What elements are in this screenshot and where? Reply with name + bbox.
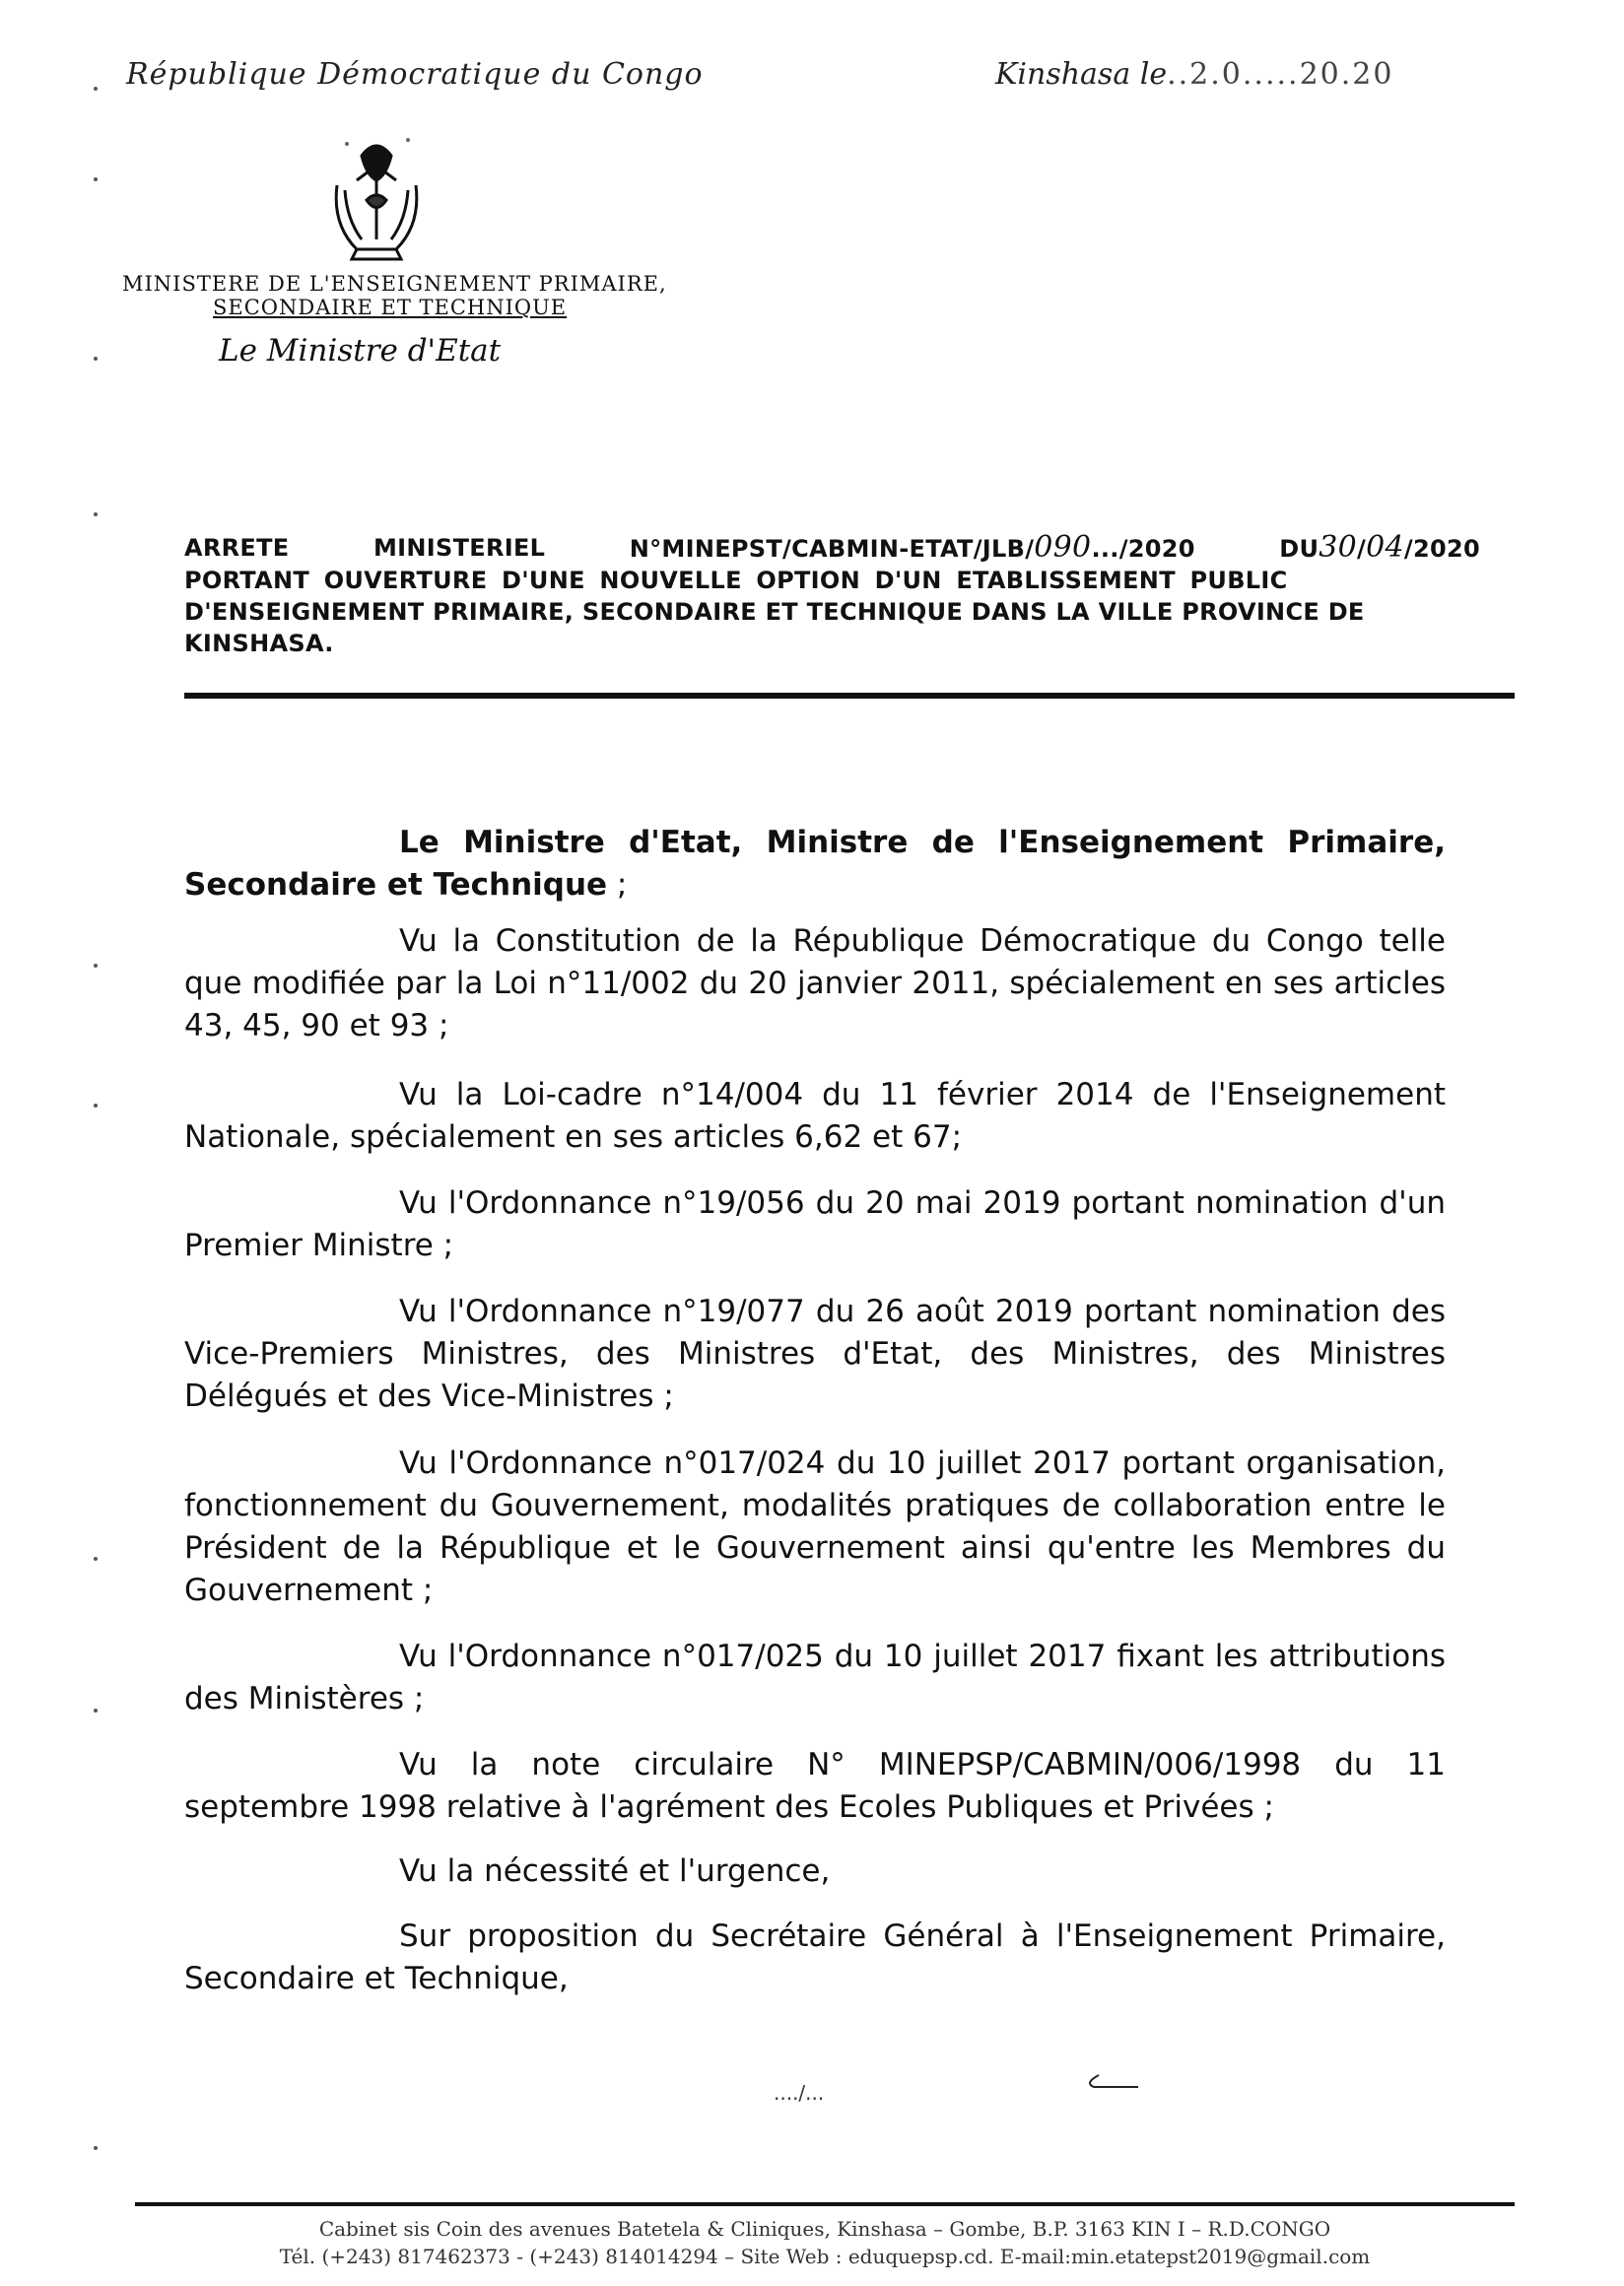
margin-mark xyxy=(94,177,98,181)
decree-title-text-2: PORTANT OUVERTURE D'UNE NOUVELLE OPTION D'UN ETABLISSEMENT PUBLIC xyxy=(184,567,1288,594)
paragraph-text: Vu la Loi-cadre n°14/004 du 11 février 2014 de l'Enseignement Nationale, spécialement en ses articles 6,62 et 67; xyxy=(184,1077,1446,1155)
ministry-line-1: MINISTERE DE L'ENSEIGNEMENT PRIMAIRE, xyxy=(122,272,667,296)
margin-mark xyxy=(94,964,98,968)
minister-title: Le Ministre d'Etat xyxy=(219,333,502,369)
decree-reference xyxy=(630,532,1195,565)
intro-tail: ; xyxy=(607,867,628,903)
paragraph-text: Vu l'Ordonnance n°017/025 du 10 juillet 2017 fixant les attributions des Ministères ; xyxy=(184,1639,1446,1716)
paragraph-text: Vu la nécessité et l'urgence, xyxy=(399,1853,831,1889)
intro-bold: Le Ministre d'Etat, Ministre de l'Enseignement Primaire, Secondaire et Technique xyxy=(184,825,1446,903)
paragraph-text: Vu la Constitution de la République Démocratique du Congo telle que modifiée par la Loi n°11/002 du 20 janvier 2011, spécialement en ses articles 43, 45, 90 et 93 ; xyxy=(184,923,1446,1043)
country-name: République Démocratique du Congo xyxy=(126,57,704,92)
decree-title-line-2 xyxy=(184,565,1480,596)
paragraph-proposition xyxy=(184,1916,1446,2000)
place-date xyxy=(995,57,1393,92)
decree-year: .../2020 xyxy=(1091,535,1195,563)
footer-divider xyxy=(135,2202,1515,2206)
paragraph-ordonnance-attributions xyxy=(184,1636,1446,1720)
decree-word-arrete: ARRETE xyxy=(184,534,290,562)
margin-mark xyxy=(94,1709,98,1713)
footer-contact: Tél. (+243) 817462373 - (+243) 814014294 – Site Web : eduquepsp.cd. E-mail:min.etatepst2019@gmail.com xyxy=(279,2245,1371,2268)
decree-word-ministeriel: MINISTERIEL xyxy=(372,534,546,562)
margin-mark xyxy=(94,1557,98,1561)
intro-paragraph xyxy=(184,822,1446,907)
margin-mark xyxy=(94,1104,98,1108)
ministry-line-2: SECONDAIRE ET TECHNIQUE xyxy=(213,296,568,319)
paragraph-ordonnance-premier-ministre xyxy=(184,1182,1446,1267)
place-date-label: Kinshasa le xyxy=(995,57,1168,92)
place-date-fill: ..2.0.....20.20 xyxy=(1167,57,1394,92)
decree-reference-code: N°MINEPST/CABMIN-ETAT/JLB/ xyxy=(629,535,1035,563)
margin-mark xyxy=(94,87,98,91)
paragraph-ordonnance-ministres xyxy=(184,1291,1446,1418)
paragraph-text: Vu la note circulaire N° MINEPSP/CABMIN/006/1998 du 11 septembre 1998 relative à l'agrément des Ecoles Publiques et Privées ; xyxy=(184,1747,1446,1825)
ministry-heading xyxy=(122,272,667,319)
decree-month: 04 xyxy=(1366,530,1404,565)
initials-mark-icon xyxy=(1079,2065,1158,2095)
decree-title-text-3: D'ENSEIGNEMENT PRIMAIRE, SECONDAIRE ET TECHNIQUE DANS LA VILLE PROVINCE DE xyxy=(184,598,1365,626)
paragraph-text: Vu l'Ordonnance n°19/077 du 26 août 2019 portant nomination des Vice-Premiers Ministres, des Ministres d'Etat, des Ministres, des Ministres Délégués et des Vice-Ministres ; xyxy=(184,1294,1446,1414)
margin-mark xyxy=(94,512,98,516)
paragraph-text: Sur proposition du Secrétaire Général à l'Enseignement Primaire, Secondaire et Technique, xyxy=(184,1918,1446,1996)
decree-date: DU30/04/2020 xyxy=(1279,530,1480,565)
paragraph-note-circulaire xyxy=(184,1744,1446,1829)
decree-title-line-1 xyxy=(184,532,1480,565)
decree-day: 30 xyxy=(1319,530,1358,565)
margin-mark xyxy=(94,357,98,361)
paragraph-urgence xyxy=(184,1850,1446,1893)
paragraph-text: Vu l'Ordonnance n°19/056 du 20 mai 2019 portant nomination d'un Premier Ministre ; xyxy=(184,1185,1446,1263)
paragraph-loi-cadre xyxy=(184,1074,1446,1159)
decree-date-year: /2020 xyxy=(1403,535,1480,563)
decree-title xyxy=(184,532,1480,659)
paragraph-ordonnance-organisation xyxy=(184,1443,1446,1612)
national-emblem-icon xyxy=(317,126,436,264)
title-divider xyxy=(184,693,1515,699)
paragraph-text: Vu l'Ordonnance n°017/024 du 10 juillet 2017 portant organisation, fonctionnement du Gouvernement, modalités pratiques de collaboration entre le Président de la République et le Gouvernement ainsi qu'entre les Membres du Gouvernement ; xyxy=(184,1446,1446,1608)
footer-address: Cabinet sis Coin des avenues Batetela & Cliniques, Kinshasa – Gombe, B.P. 3163 KIN I – R.D.CONGO xyxy=(318,2217,1331,2241)
page-continuation: ..../... xyxy=(774,2081,825,2105)
decree-number: 090 xyxy=(1034,530,1092,565)
decree-title-line-3 xyxy=(184,596,1480,628)
decree-title-line-4: KINSHASA. xyxy=(184,630,334,657)
margin-mark xyxy=(94,2146,98,2150)
decree-date-prefix: DU xyxy=(1279,535,1320,563)
paragraph-constitution xyxy=(184,920,1446,1047)
